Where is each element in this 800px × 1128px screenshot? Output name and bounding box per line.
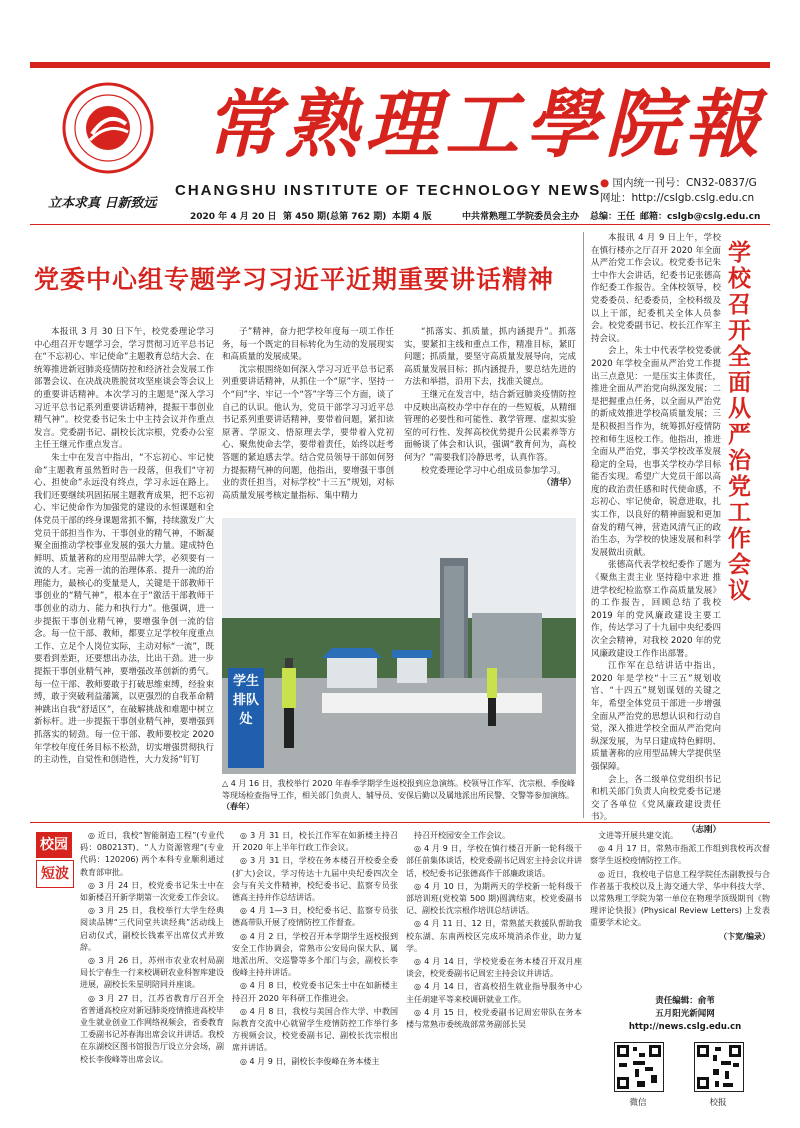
brief-item: 文进等开展共建交流。 — [598, 831, 678, 840]
briefs-col-3 — [406, 830, 582, 1032]
school-motto: 立本求真 日新致远 — [48, 196, 157, 211]
lead-paragraph: 王继元在发言中，结合新冠肺炎疫情防控中反映出高校办学中存在的一些短板，从精细管理的必要性和可能性、教学管理、虚拟实验室的可行性、发挥高校优势提升公民素养等方面畅谈了体会和认识，强调“教育何为，高校何为？”需要我们冷静思考，认真作答。 — [404, 389, 576, 463]
lead-paragraph: 子”精神，奋力把学校年度每一项工作任务，每一个既定的目标转化为生动的发展现实和高质量的发展成果。 — [222, 327, 394, 363]
chief-editor: 总编：王任 — [590, 212, 636, 222]
issue-pages: 本期 4 版 — [392, 212, 432, 222]
publication-info: ● 国内统一刊号：CN32-0837/G 网址：http://cslgb.cslg.edu.cn — [600, 177, 757, 204]
briefs-label-1: 校园 — [36, 832, 72, 858]
brief-item: ◎ 4 月 1—3 日，校纪委书记、监察专员张德高带队开展了疫情防控工作督查。 — [232, 906, 398, 928]
newspaper-english-title: CHANGSHU INSTITUTE OF TECHNOLOGY NEWS — [175, 182, 602, 199]
news-site-url[interactable]: http://news.cslg.edu.cn — [628, 1022, 742, 1032]
briefs-col-1 — [80, 830, 224, 1067]
qr-code-icon — [614, 1042, 664, 1092]
briefs-rule — [30, 822, 770, 823]
side-headline: 学校召开全面从严治党工作会议 — [728, 240, 751, 604]
photo-caption — [222, 778, 576, 813]
caption-author: （春年） — [222, 802, 254, 811]
brief-item: ◎ 4 月 8 日，校党委书记朱士中在如新楼主持召开 2020 年科研工作推进会。 — [232, 981, 398, 1003]
editor-name: 责任编辑：俞苇 — [655, 996, 715, 1006]
website[interactable]: 网址：http://cslgb.cslg.edu.cn — [600, 192, 755, 204]
column-divider — [583, 232, 584, 818]
photo-banner-text: 学生排队处 — [232, 674, 259, 727]
briefs-author: （卞宽/编录） — [719, 931, 770, 941]
briefs-col-2 — [232, 830, 398, 1069]
brief-item: ◎ 3 月 31 日，学校在务本楼召开校委全委(扩大)会议，学习传达十九届中央纪委四次全会与有关文件精神，校纪委书记、监察专员张德高主持并作总结讲话。 — [232, 856, 398, 903]
briefs-label — [36, 830, 78, 890]
lead-headline: 党委中心组专题学习习近平近期重要讲话精神 — [34, 265, 555, 294]
side-paragraph: 会上，各二级单位党组织书记和机关部门负责人向校党委书记递交了各单位《党风廉政建设责任书》。 — [591, 774, 721, 823]
lead-paragraph: 朱士中在发言中指出，“不忘初心、牢记使命”主题教育虽然暂时告一段落，但我们“守初心、担使命”永远没有终点，学习永远在路上。我们还要继续巩固拓展主题教育成果，把不忘初心、牢记使命作为加强党的建设的永恒课题和全体党员干部的终身课题常抓不懈，持续激发广大党员干部担当作为、干事创业的精气神，不断凝聚全面推动学校事业发展的强大力量。建成特色鲜明、质量著称的应用型品牌大学，必须要有一流的人才。完善一流的治理体系、提升一流的治理能力，最核心的变量是人，关键是干部教师干事创业的“精气神”，根本在于“激活干部教师干事创业的动力、能力和执行力”。他强调，进一步提振干事创业精气神，要增强争创一流的信念。每一位干部、教师，都要立足学校年度重点工作、立足个人岗位实际，主动对标“一流”，既要看到差距，还要想出办法，比出干劲。进一步提振干事创业精气神，要增强改革创新的勇气。每一位干部、教师要敢于打破思维束缚，经验束缚，敢于突破利益藩篱，以更强烈的自我革命精神跳出自我“舒适区”，在破解挑战和难题中树立新标杆。进一步提振干事创业精气神，要增强到抓落实的韧劲。每一位干部、教师要校定 2020 年学校年度任务目标不松劲，切实增强贯彻执行的主动性，自觉性和创造性，大力发扬“钉钉 — [34, 452, 214, 766]
side-author: （志刚） — [686, 824, 721, 835]
brief-item: ◎ 4 月 10 日，为期两天的学校新一轮科级干部培训班(党校第 500 期)圆满结束，校党委副书记、副校长沈宗根作培训总结讲话。 — [406, 881, 582, 916]
school-logo-emblem — [62, 82, 154, 174]
brief-item: ◎ 3 月 25 日，我校举行大学生经典阅读品牌“三代同堂共读经典”活动线上启动仪式，副校长钱素平出席仪式并致辞。 — [80, 906, 224, 952]
lead-paragraph: 本报讯 3 月 30 日下午，校党委理论学习中心组召开专题学习会，学习贯彻习近平总书记在“不忘初心、牢记使命”主题教育总结大会、在统筹推进新冠肺炎疫情防控和经济社会发展工作部署会议、在决战决胜脱贫攻坚座谈会等会议上的重要讲话精神。本次学习的主题是“深入学习习近平总书记系列重要讲话精神，提振干事创业精气神”。校党委书记朱士中主持会议并作重点发言。党委副书记、副校长沈宗根，党委办公室主任王继元作重点发言。 — [34, 327, 214, 451]
brief-item: ◎ 4 月 8 日，我校与美国合作大学、中教国际教育交流中心就留学生疫情防控工作举行多方视频会议，校党委副书记、副校长沈宗根出席并讲话。 — [232, 1006, 398, 1053]
lead-col-2 — [222, 326, 394, 502]
side-paragraph: 本报讯 4 月 9 日上午，学校在慎行楼亦之厅召开 2020 年全面从严治党工作会议。校党委书记朱士中作大会讲话，纪委书记张德高作纪委工作报告。全体校领导，校党委委员、纪委委员，全校科级及以上干部，纪委机关全体人员参会。校党委副书记、校长江作军主持会议。 — [591, 233, 721, 344]
newspaper-title: 常熟理工學院報 — [205, 82, 765, 168]
side-paragraph: 张德高代表学校纪委作了题为《聚焦主责主业 坚持稳中求进 推进学校纪检监察工作高质量发展》的工作报告，回顾总结了我校 2019 年的党风廉政建设主要工作，传达学习了十九届中央纪委四次全会精神，对我校 2020 年的党风廉政建设工作作出部署。 — [591, 560, 721, 659]
brief-item: ◎ 4 月 14 日，学校党委在务本楼召开双月座谈会，校党委副书记周宏主持会议并讲话。 — [406, 957, 582, 979]
brief-item: ◎ 4 月 17 日，常熟市指派工作组到我校再次督察学生返校疫情防控工作。 — [590, 844, 770, 866]
campus-drill-photo — [222, 518, 576, 774]
side-paragraph: 江作军在总结讲话中指出，2020 年是学校“十三五”规划收官、“十四五”规划谋划的关键之年，希望全体党员干部进一步增强全面从严治党的思想认识和行动自觉，深入推进学校全面从严治党向纵深发展，为早日建成特色鲜明、质量著称的应用型品牌大学提供坚强保障。 — [591, 661, 721, 772]
news-photo — [222, 518, 576, 774]
brief-item: ◎ 4 月 9 日，学校在慎行楼召开新一轮科级干部任前集体谈话，校党委副书记周宏主持会议并讲话，校纪委书记张德高作干部廉政谈话。 — [406, 844, 582, 878]
editor-credits — [600, 995, 770, 1034]
brief-item: ◎ 4 月 15 日，校党委副书记周宏带队在务本楼与常熟市委统战部常务副部长吴 — [406, 1007, 582, 1030]
side-article-col — [591, 232, 721, 837]
qr-wechat-label: 微信 — [629, 1098, 647, 1108]
side-paragraph: 会上，朱士中代表学校党委就 2020 年学校全面从严治党工作提出三点意见：一是压实主体责任，推进全面从严治党向纵深发展；二是把握重点任务，以全面从严治党的新成效推进学校高质量发展；三是积极担当作为，统筹抓好疫情防控和师生返校工作。他指出，推进全面从严治党，事关学校改革发展稳定的全局，也事关学校办学目标能否实现。希望广大党员干部以高度的政治责任感和时代使命感，不忘初心、牢记使命，锐意进取，扎实工作，以良好的精神面貌和更加奋发的精气神，营造风清气正的政治生态，为学校的快速发展和科学发展做出贡献。 — [591, 346, 721, 558]
email[interactable]: 邮箱：cslgb@cslg.edu.cn — [640, 212, 761, 222]
brief-item: ◎ 4 月 9 日，副校长李俊峰在务本楼主 — [240, 1056, 380, 1066]
qr-newspaper-label: 校报 — [709, 1098, 727, 1108]
brief-item: ◎ 近日，我校电子信息工程学院任杰副教授与合作者基于我校以及上海交通大学、华中科技大学、以常熟理工学院为第一单位在物理学顶级期刊《物理评论快报》(Physical Review Letters) 上发表重要学术论文。 — [590, 869, 770, 928]
lead-paragraph: 校党委理论学习中心组成员参加学习。 — [421, 465, 566, 476]
school-logo — [62, 82, 154, 174]
lead-paragraph: 沈宗根围绕如何深入学习习近平总书记系列重要讲话精神，从抓住一个“原”字、坚持一个“问”字、牢记一个“答”字等三个方面，谈了自己的认识。他认为，党员干部学习习近平总书记系列重要讲话精神，要带着问题，紧扣读原著、学原文、悟原理去学，要带着入党初心、聚焦使命去学，要带着责任，始终以赶考答题的紧迫感去学。结合党员领导干部如何努力提振精气神的问题，他指出，要增强干事创业的责任担当，对标学校“十三五”规划，对标高质量发展考核定量指标、集中精力 — [222, 364, 394, 501]
sponsor: 中共常熟理工学院委员会主办 — [462, 212, 580, 222]
qr-wechat[interactable] — [614, 1042, 668, 1108]
brief-item: ◎ 4 月 2 日，学校召开本学期学生返校报到安全工作协调会，常熟市公安局向保大队、属地派出所、交巡警等多个部门与会，副校长李俊峰主持并讲话。 — [232, 931, 398, 978]
briefs-col-4 — [590, 830, 770, 943]
brief-item: ◎ 4 月 14 日，省高校招生就业指导服务中心主任胡建平等来校调研就业工作。 — [406, 982, 582, 1004]
issue-date: 2020 年 4 月 20 日 — [190, 212, 277, 222]
brief-item: ◎ 3 月 24 日，校党委书记朱士中在如新楼召开新学期第一次党委工作会议。 — [80, 880, 224, 903]
lead-col-3 — [404, 326, 576, 490]
brief-item: ◎ 3 月 26 日，苏州市农业农村局副局长宁春生一行来校调研农业科智库建设进展，副校长朱星明陪同并座谈。 — [80, 956, 224, 990]
news-site-name: 五月阳光新闻网 — [655, 1009, 715, 1019]
lead-author: （清华） — [541, 478, 576, 489]
brief-item: 持召开校园安全工作会议。 — [414, 831, 510, 840]
brief-item: ◎ 4 月 11 日、12 日，常熟蓝天救援队帮助我校东湖、东南两校区完成环境消杀作业，助力复学。 — [406, 919, 582, 953]
briefs-label-2: 短波 — [36, 860, 74, 888]
lead-col-1 — [34, 326, 214, 767]
brief-item: ◎ 3 月 27 日，江苏省教育厅召开全省普通高校应对新冠肺炎疫情推进高校毕业生就业创业工作网络视频会，省委教育工委副书记苏春海出席会议并讲话。我校在东湖校区图书馆报告厅设立分会场，副校长李俊峰等出席会议。 — [80, 993, 224, 1064]
cn-number: 国内统一刊号：CN32-0837/G — [612, 177, 757, 189]
brief-item: ◎ 3 月 31 日，校长江作军在如新楼主持召开 2020 年上半年行政工作会议。 — [232, 831, 398, 853]
qr-newspaper[interactable] — [694, 1042, 748, 1108]
brief-item: ◎ 近日，我校“智能制造工程”(专业代码：080213T)、“人力资源管理”(专业代码：120206) 两个本科专业顺利通过教育部审批。 — [80, 831, 224, 877]
issue-info-bar — [30, 207, 770, 225]
caption-text: △ 4 月 16 日，我校举行 2020 年春季学期学生返校报到应急演练。校领导江作军、沈宗根、季俊峰等现场检查指导工作，相关部门负责人、辅导员、安保后勤以及属地派出所民警、交警等参加演练。 — [222, 779, 576, 800]
qr-code-icon — [694, 1042, 744, 1092]
issue-number: 第 450 期(总第 762 期) — [283, 212, 387, 222]
lead-paragraph: “抓落实、抓质量，抓内涵提升”。抓落实，要紧扣主线和重点工作，精准目标，紧盯问题；抓质量，要坚守高质量发展导向，完成高质量发展目标；抓内涵提升，要总结先进的方法和举措，沿用下去，找准关键点。 — [404, 327, 576, 388]
